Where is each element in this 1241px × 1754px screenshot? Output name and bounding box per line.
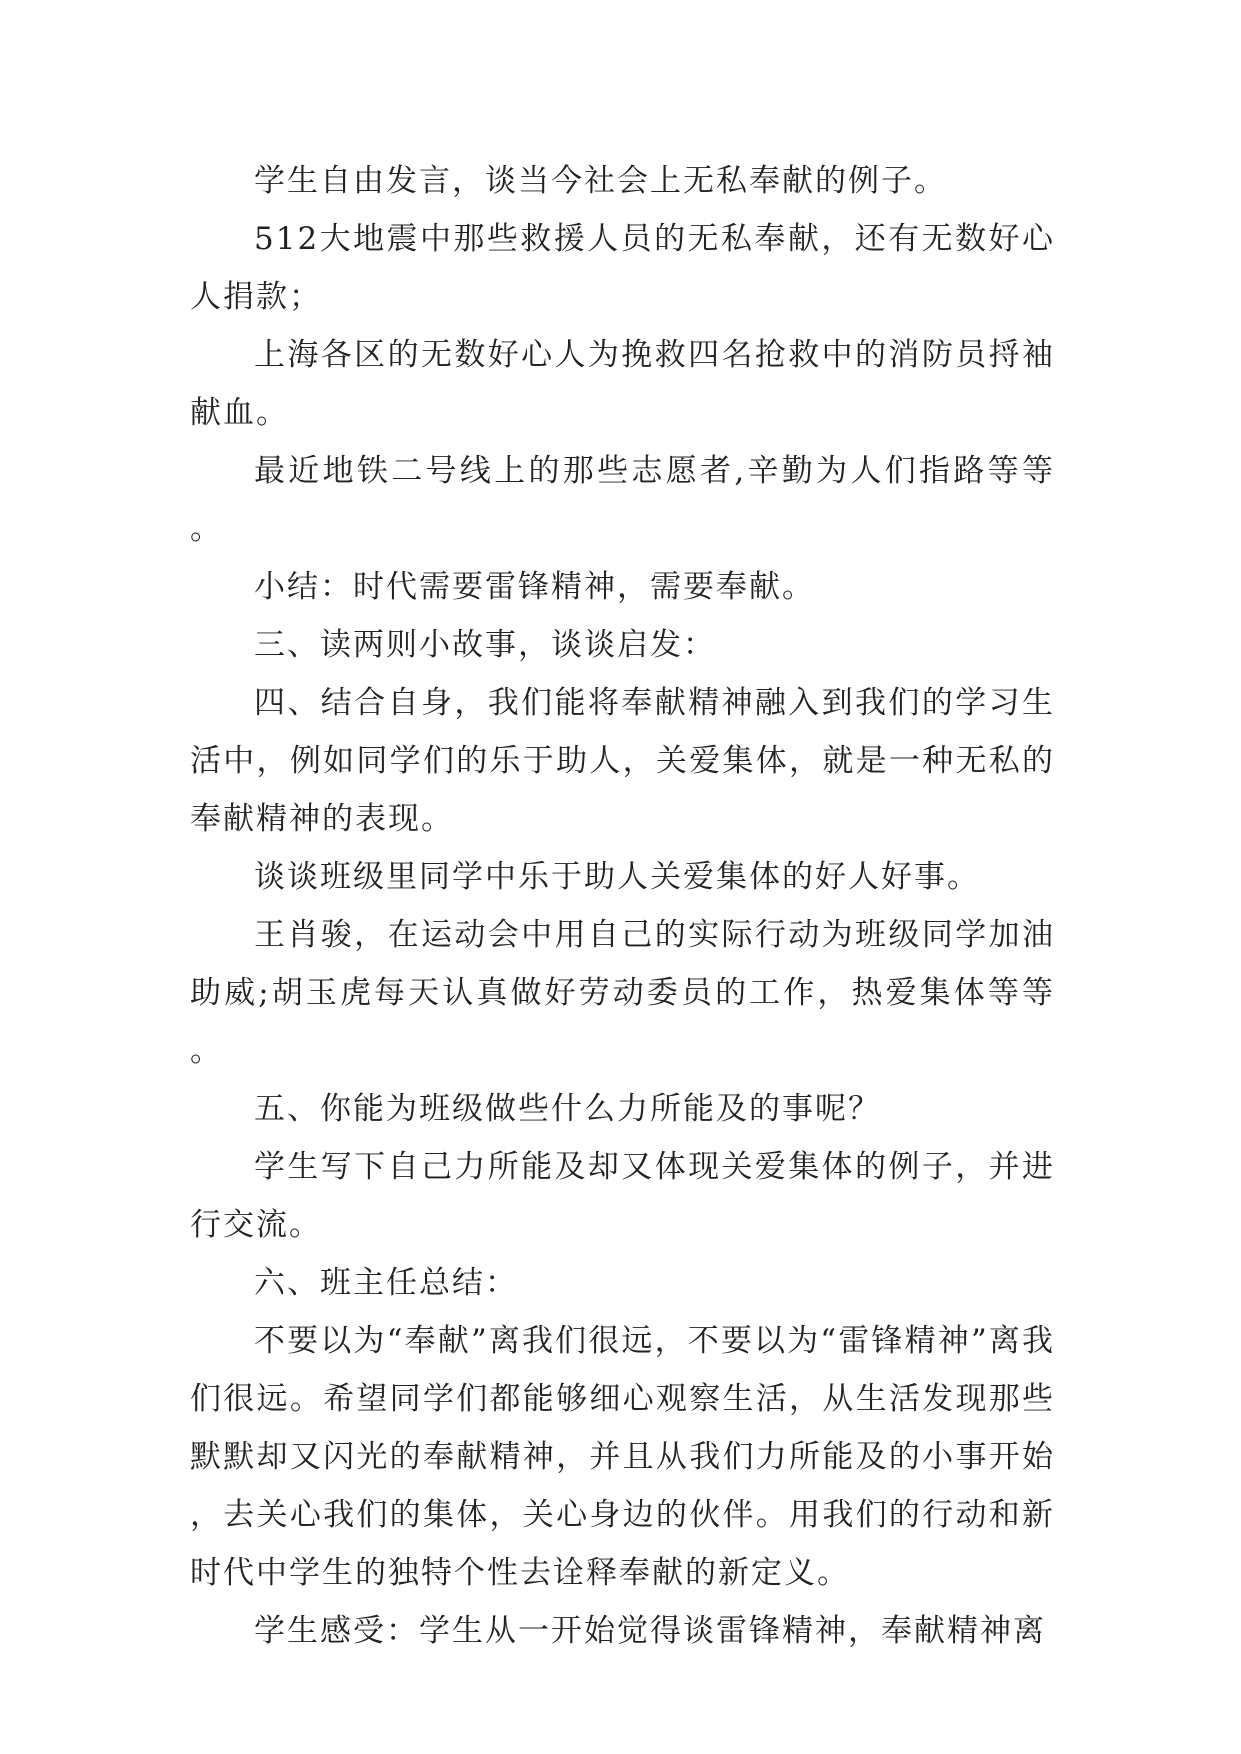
paragraph-student-feelings: 学生感受：学生从一开始觉得谈雷锋精神，奉献精神离 <box>254 1613 1046 1649</box>
paragraph-blood-donation: 上海各区的无数好心人为挽救四名抢救中的消防员捋袖献血。 <box>190 337 1055 431</box>
paragraph-summary: 小结：时代需要雷锋精神，需要奉献。 <box>254 569 815 605</box>
paragraph-teacher-summary: 不要以为“奉献”离我们很远，不要以为“雷锋精神”离我们很远。希望同学们都能够细心观察生活，从生活发现那些默默却又闪光的奉献精神，并且从我们力所能及的小事开始，去关心我们的集体，关心身边的伙伴。用我们的行动和新时代中学生的独特个性去诠释奉献的新定义。 <box>190 1323 1055 1591</box>
paragraph-volunteers: 最近地铁二号线上的那些志愿者,辛勤为人们指路等等。 <box>190 453 1055 547</box>
paragraph-section-four: 四、结合自身，我们能将奉献精神融入到我们的学习生活中，例如同学们的乐于助人，关爱集体，就是一种无私的奉献精神的表现。 <box>190 685 1055 837</box>
paragraph-write-examples: 学生写下自己力所能及却又体现关爱集体的例子，并进行交流。 <box>190 1149 1055 1243</box>
paragraph-free-speech: 学生自由发言，谈当今社会上无私奉献的例子。 <box>254 163 947 199</box>
paragraph-section-five: 五、你能为班级做些什么力所能及的事呢？ <box>254 1091 881 1127</box>
paragraph-class-deeds: 谈谈班级里同学中乐于助人关爱集体的好人好事。 <box>254 859 980 895</box>
paragraph-section-six: 六、班主任总结： <box>254 1265 518 1301</box>
paragraph-earthquake: 512大地震中那些救援人员的无私奉献，还有无数好心人捐款； <box>190 221 1055 315</box>
paragraph-section-three: 三、读两则小故事，谈谈启发： <box>254 627 716 663</box>
document-body <box>190 152 1055 1660</box>
paragraph-examples: 王肖骏，在运动会中用自己的实际行动为班级同学加油助威;胡玉虎每天认真做好劳动委员的工作，热爱集体等等。 <box>190 917 1055 1069</box>
